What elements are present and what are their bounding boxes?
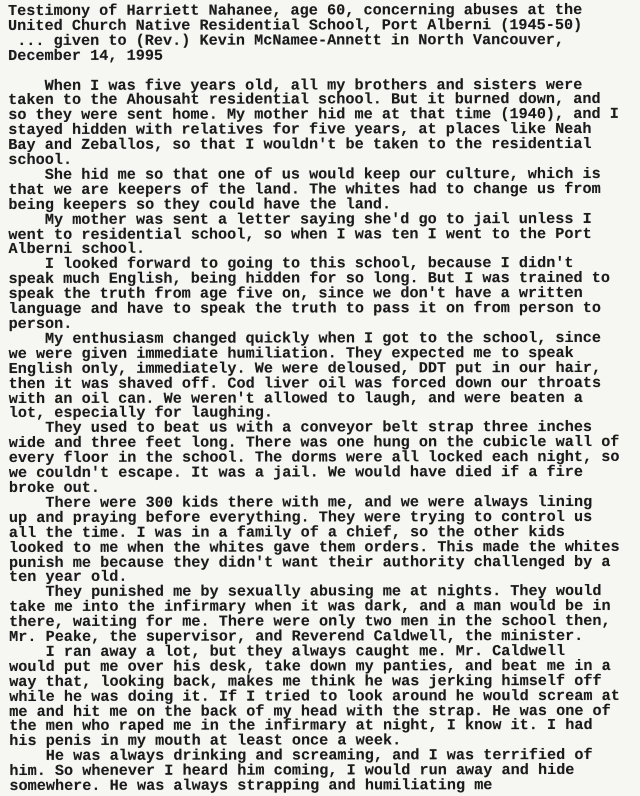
document-title-line: United Church Native Residential School, Port Alberni (1945-50) (8, 15, 583, 35)
paragraph: My enthusiasm changed quickly when I got to the school, since we were given immediate humiliation. They expected me to speak English only, immediately. We were deloused, DDT put in our hair, then it was shaved off. Cod liver oil was forced down our throats with an oil can. We weren't allowed to laugh, and were beaten a lot, especially for laughing. (8, 328, 602, 423)
paragraph: He was always drinking and screaming, and I was terrified of him. So whenever I heard him coming, I would run away and hide somewhere. He was always strapping and humiliating me (9, 746, 593, 796)
document-header (8, 0, 634, 65)
paragraph: She hid me so that one of us would keep our culture, which is that we are keepers of the land. The whites had to change us from being keepers so they could have the land. (8, 164, 601, 214)
paragraph: They punished me by sexually abusing me at nights. They would take me into the infirmary when it was dark, and a man would be in there, waiting for me. There were only two men in the school then, Mr. Peake, the supervisor, and Reverend Caldwell, the minister. (9, 582, 611, 647)
paragraph: I ran away a lot, but they always caught me. Mr. Caldwell would put me over his desk, take down my panties, and beat me in a way that, looking back, makes me think he was jerking himself off while he was doing it. If I tried to look around he would scream at me and hit me on the back of my head with the strap. He was one of the men who raped me in the infirmary at night, I know it. I had his penis in my mouth at least once a week. (9, 641, 620, 751)
document-title-line: Testimony of Harriett Nahanee, age 60, concerning abuses at the (8, 0, 583, 20)
document-body (8, 77, 635, 794)
paragraph: When I was five years old, all my brothers and sisters were taken to the Ahousaht residential school. But it burned down, and so they were sent home. My mother hid me at that time (1940), and I stayed hidden with relatives for five years, at places like Neah Bay and Zeballos, so that I wouldn't be taken to the residential school. (8, 75, 619, 170)
document-attribution-line: ... given to (Rev.) Kevin McNamee-Annett in North Vancouver, (8, 30, 565, 50)
paragraph: They used to beat us with a conveyor belt strap three inches wide and three feet long. There was one hung on the cubicle wall of every floor in the school. The dorms were all locked each night, so we couldn't escape. It was a jail. We would have died if a fire broke out. (8, 418, 620, 497)
paragraph: There were 300 kids there with me, and we were always lining up and praying before everything. They were trying to control us all the time. I was in a family of a chief, so the other kids looked to me when the whites gave them orders. This made the whites punish me because they didn't want their authority challenged by a ten year old. (8, 492, 620, 587)
document-date-line: December 14, 1995 (8, 46, 164, 65)
paragraph: My mother was sent a letter saying she'd go to jail unless I went to residential school, so when I was ten I went to the Port Alberni school. (8, 209, 592, 259)
paragraph: I looked forward to going to this school, because I didn't speak much English, being hidden for so long. But I was trained to speak the truth from age five on, since we don't have a written language and have to speak the truth to pass it on from person to person. (8, 254, 611, 334)
